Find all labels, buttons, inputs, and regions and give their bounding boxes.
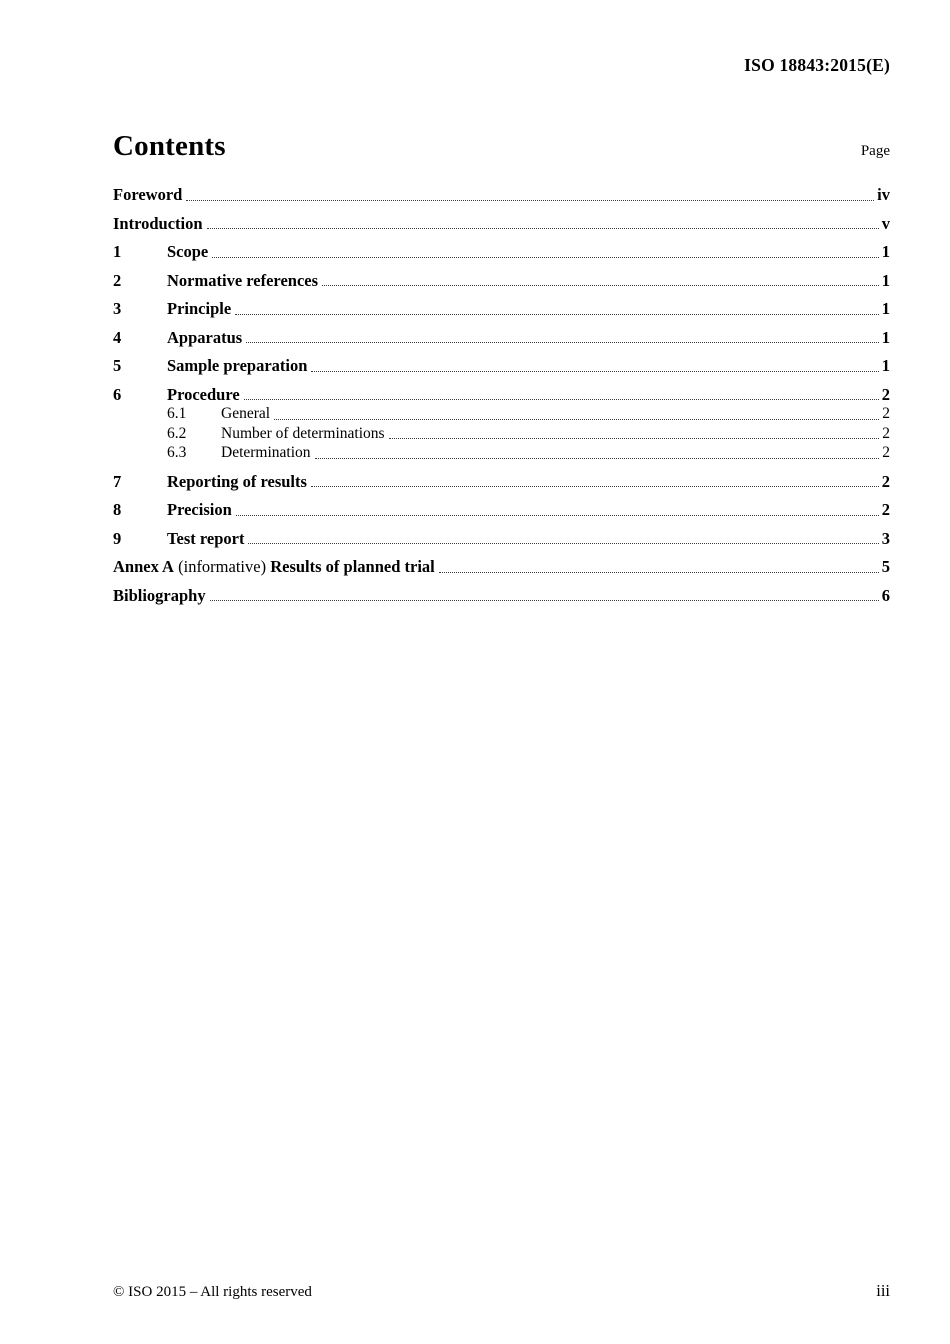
toc-entry-page: iv — [877, 185, 890, 204]
toc-dot-leader — [212, 257, 879, 258]
toc-entry-label: Precision — [167, 500, 232, 519]
toc-entry-page: 2 — [882, 405, 890, 422]
toc-entry-label: Principle — [167, 299, 232, 318]
toc-entry-page: 3 — [881, 528, 890, 548]
toc-dot-leader — [246, 342, 879, 343]
toc-entry — [113, 299, 890, 318]
toc-label-part-bold: Annex A — [113, 557, 174, 576]
toc-entry-label: Test report — [167, 528, 245, 548]
toc-entry-page: 1 — [881, 356, 890, 375]
toc-dot-leader — [389, 438, 880, 439]
toc-entry — [113, 242, 890, 261]
toc-dot-leader — [207, 228, 879, 229]
toc-dot-leader — [311, 486, 879, 487]
toc-entry — [113, 472, 890, 491]
copyright-notice: © ISO 2015 – All rights reserved — [113, 1284, 312, 1300]
toc-entry-number: 6.1 — [167, 405, 187, 422]
toc-entry-page: 1 — [881, 270, 890, 290]
toc-entry-page: 2 — [882, 424, 890, 442]
toc-entry-page: 2 — [881, 384, 890, 404]
toc-list — [113, 185, 890, 605]
toc-entry-number: 6.3 — [167, 444, 187, 461]
toc-entry-page: 2 — [882, 444, 890, 461]
toc-entry-page: 2 — [881, 500, 890, 519]
toc-entry-label: General — [221, 405, 271, 422]
toc-entry-label: Apparatus — [167, 327, 243, 347]
toc-entry — [113, 424, 890, 443]
toc-entry-label: Procedure — [167, 384, 240, 404]
toc-entry-number: 2 — [113, 270, 122, 290]
document-footer — [113, 1281, 890, 1301]
toc-label-part-normal: (informative) — [173, 557, 271, 576]
toc-entry-label: Bibliography — [113, 585, 206, 605]
toc-entry-number: 6 — [113, 384, 122, 404]
toc-dot-leader — [186, 200, 874, 201]
toc-entry-label: Number of determinations — [221, 424, 385, 442]
toc-entry — [113, 356, 890, 375]
toc-entry-number: 3 — [113, 299, 122, 318]
toc-entry — [113, 557, 890, 576]
toc-entry-number: 9 — [113, 528, 122, 548]
toc-entry — [113, 214, 890, 233]
contents-header — [113, 130, 890, 163]
toc-entry-label: Introduction — [113, 213, 203, 233]
toc-label-part-bold: Results of planned trial — [270, 557, 435, 576]
toc-entry-number: 7 — [113, 471, 122, 491]
toc-entry-page: 1 — [881, 299, 890, 318]
toc-entry — [113, 185, 890, 204]
contents-title: Contents — [113, 130, 226, 162]
toc-dot-leader — [210, 600, 879, 601]
toc-entry — [113, 443, 890, 462]
toc-dot-leader — [311, 371, 878, 372]
toc-entry — [113, 586, 890, 605]
toc-entry-number: 5 — [113, 356, 122, 375]
toc-entry-page: 6 — [881, 585, 890, 605]
toc-entry-number: 8 — [113, 500, 122, 519]
page-number: iii — [876, 1281, 890, 1300]
toc-entry-page: 1 — [881, 242, 890, 261]
toc-entry-label: Reporting of results — [167, 471, 307, 491]
toc-entry-page: v — [881, 213, 890, 233]
toc-entry-label: Normative references — [167, 270, 319, 290]
toc-entry — [113, 529, 890, 548]
toc-entry — [113, 385, 890, 404]
toc-entry-number: 1 — [113, 242, 122, 261]
toc-dot-leader — [315, 458, 880, 459]
toc-entry-label: Scope — [167, 242, 209, 261]
toc-dot-leader — [236, 515, 879, 516]
toc-entry-page: 1 — [881, 327, 890, 347]
toc-entry-label — [113, 557, 435, 576]
document-reference: ISO 18843:2015(E) — [744, 55, 890, 75]
toc-entry-number: 4 — [113, 327, 122, 347]
toc-dot-leader — [439, 572, 879, 573]
toc-entry — [113, 500, 890, 519]
page-column-label: Page — [860, 143, 890, 159]
toc-dot-leader — [235, 314, 879, 315]
toc-entry — [113, 404, 890, 423]
toc-entry-page: 5 — [881, 557, 890, 576]
toc-dot-leader — [322, 285, 879, 286]
toc-entry-number: 6.2 — [167, 424, 187, 442]
toc-entry — [113, 271, 890, 290]
toc-dot-leader — [274, 419, 879, 420]
toc-dot-leader — [244, 399, 879, 400]
toc-entry-label: Determination — [221, 444, 311, 461]
toc-entry-label: Sample preparation — [167, 356, 308, 375]
toc-entry-label: Foreword — [113, 185, 183, 204]
toc-entry-page: 2 — [881, 471, 890, 491]
toc-entry — [113, 328, 890, 347]
toc-dot-leader — [248, 543, 878, 544]
